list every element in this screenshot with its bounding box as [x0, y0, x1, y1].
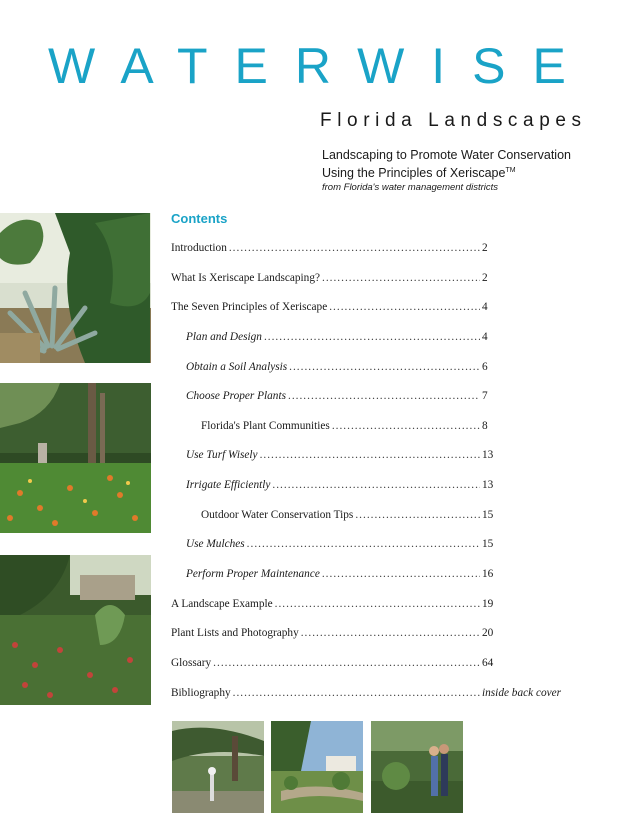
toc-entry-page: 13	[482, 449, 494, 462]
dot-leader	[247, 538, 480, 550]
tagline-line-2	[322, 163, 622, 181]
toc-entry-page: 7	[482, 390, 488, 403]
toc-entry[interactable]	[171, 568, 566, 598]
toc-entry-label: The Seven Principles of Xeriscape	[171, 301, 328, 314]
toc-entry-page: 19	[482, 597, 494, 610]
toc-entry[interactable]	[171, 301, 566, 331]
toc-entry-label: Plan and Design	[186, 330, 262, 343]
toc-entry[interactable]	[171, 538, 566, 568]
toc-entry-page: 6	[482, 360, 488, 373]
dot-leader	[233, 687, 480, 699]
toc-entry[interactable]	[171, 331, 566, 361]
garden-visitors-photo	[371, 721, 463, 813]
toc-entry[interactable]	[171, 242, 566, 272]
toc-entry[interactable]	[171, 272, 566, 302]
wildflower-meadow-photo	[0, 383, 151, 533]
toc-entry-page: 2	[482, 271, 488, 284]
toc-entry[interactable]	[171, 687, 566, 717]
dot-leader	[260, 449, 480, 461]
dot-leader	[272, 479, 480, 491]
toc-entry-page: 64	[482, 656, 494, 669]
toc-entry-page: 20	[482, 627, 494, 640]
toc-entry-page: inside back cover	[482, 686, 562, 699]
toc-entry[interactable]	[171, 598, 566, 628]
toc-entry-label: Use Mulches	[186, 538, 245, 551]
toc-entry-page: 15	[482, 508, 494, 521]
toc-entry-page: 8	[482, 419, 488, 432]
house-yard-photo	[271, 721, 363, 813]
dot-leader	[288, 390, 480, 402]
dot-leader	[355, 509, 480, 521]
contents-heading: Contents	[171, 211, 228, 226]
toc-entry[interactable]	[171, 509, 566, 539]
table-of-contents	[171, 242, 566, 716]
dot-leader	[213, 657, 480, 669]
toc-entry-page: 13	[482, 479, 494, 492]
agave-garden-photo	[0, 213, 151, 363]
dot-leader	[275, 598, 480, 610]
trademark-mark: TM	[505, 167, 516, 174]
toc-entry-page: 2	[482, 242, 488, 254]
toc-entry-label: What Is Xeriscape Landscaping?	[171, 271, 320, 284]
dot-leader	[264, 331, 480, 343]
toc-entry[interactable]	[171, 449, 566, 479]
toc-entry-label: Florida's Plant Communities	[201, 419, 330, 432]
toc-entry-label: Bibliography	[171, 686, 231, 699]
dot-leader	[301, 627, 480, 639]
toc-entry[interactable]	[171, 657, 566, 687]
tagline-line-1: Landscaping to Promote Water Conservation	[322, 148, 571, 162]
toc-entry-page: 4	[482, 301, 488, 314]
toc-entry[interactable]	[171, 420, 566, 450]
document-title: WATERWISE	[48, 38, 593, 94]
dot-leader	[229, 242, 480, 254]
toc-entry-label: Choose Proper Plants	[186, 390, 286, 403]
toc-entry-label: Perform Proper Maintenance	[186, 568, 320, 581]
tagline-line-2-text: Using the Principles of Xeriscape	[322, 166, 506, 180]
toc-entry-label: Use Turf Wisely	[186, 449, 258, 462]
toc-entry-label: Outdoor Water Conservation Tips	[201, 508, 354, 521]
toc-entry-label: Obtain a Soil Analysis	[186, 360, 288, 373]
toc-entry[interactable]	[171, 627, 566, 657]
toc-entry-label: Glossary	[171, 656, 212, 669]
dot-leader	[322, 568, 480, 580]
toc-entry-page: 4	[482, 330, 488, 343]
toc-entry-label: Introduction	[171, 242, 227, 254]
oak-path-photo	[172, 721, 264, 813]
toc-entry-label: Irrigate Efficiently	[186, 479, 271, 492]
toc-entry[interactable]	[171, 479, 566, 509]
dot-leader	[322, 272, 480, 284]
source-note: from Florida's water management districts	[322, 182, 499, 193]
dot-leader	[289, 361, 480, 373]
dot-leader	[332, 420, 480, 432]
document-subtitle: Florida Landscapes	[320, 110, 587, 131]
toc-entry[interactable]	[171, 390, 566, 420]
toc-entry-label: A Landscape Example	[171, 597, 273, 610]
tagline	[322, 147, 622, 181]
toc-entry-page: 15	[482, 538, 494, 551]
shrub-garden-photo	[0, 555, 151, 705]
dot-leader	[329, 301, 480, 313]
toc-entry-page: 16	[482, 568, 494, 581]
toc-entry[interactable]	[171, 361, 566, 391]
toc-entry-label: Plant Lists and Photography	[171, 627, 299, 640]
